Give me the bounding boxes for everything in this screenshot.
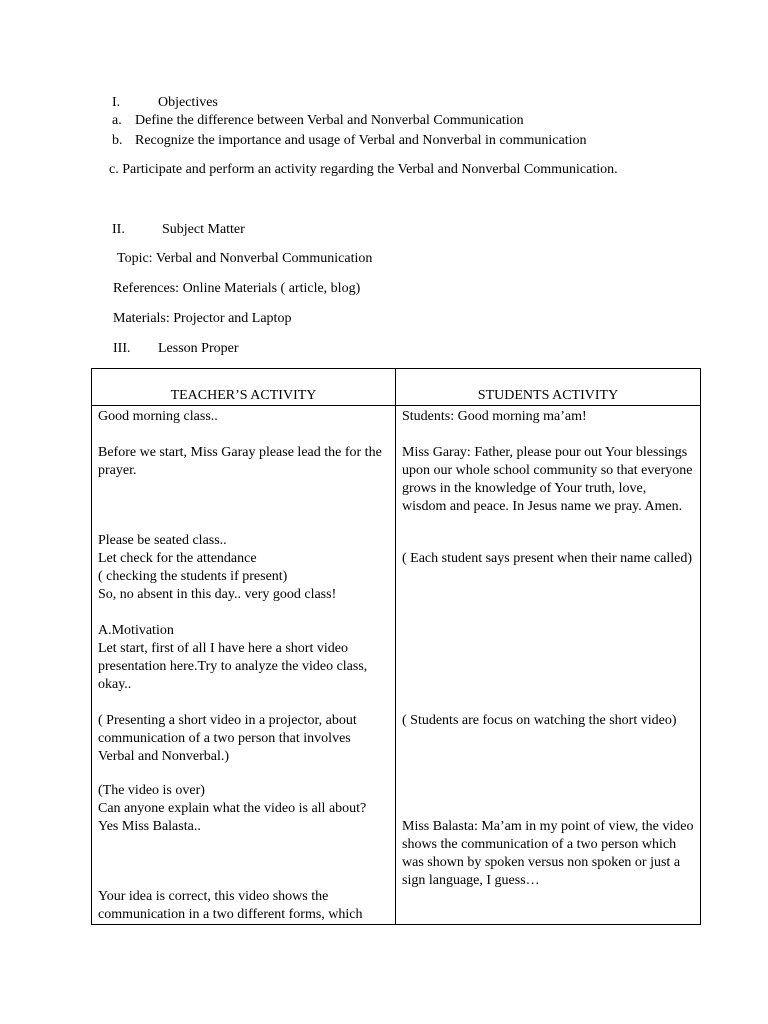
teacher-line: Let check for the attendance <box>98 551 257 566</box>
objective-item-c: c. Participate and perform an activity regarding the Verbal and Nonverbal Communication. <box>109 162 618 177</box>
teacher-activity-header: TEACHER’S ACTIVITY <box>92 369 396 406</box>
students-activity-header: STUDENTS ACTIVITY <box>396 369 701 406</box>
teacher-line: Can anyone explain what the video is all about? <box>98 801 367 816</box>
table-header-row <box>92 369 701 406</box>
teacher-line: So, no absent in this day.. very good class! <box>98 587 337 602</box>
subject-references: References: Online Materials ( article, blog) <box>113 281 361 296</box>
subject-matter-heading: II. Subject Matter <box>112 222 245 237</box>
objectives-numeral: I. <box>112 95 121 110</box>
lesson-table <box>91 368 701 925</box>
student-line: ( Students are focus on watching the short video) <box>402 713 677 728</box>
teacher-line: Yes Miss Balasta.. <box>98 819 201 834</box>
subject-materials: Materials: Projector and Laptop <box>113 311 292 326</box>
students-activity-cell <box>396 406 701 925</box>
teacher-line: A.Motivation <box>98 623 174 638</box>
teacher-line: Let start, first of all I have here a short video presentation here.Try to analyze the video class, okay.. <box>98 641 368 692</box>
teacher-activity-cell <box>92 406 396 925</box>
objective-item-b: b. Recognize the importance and usage of Verbal and Nonverbal in communication <box>112 133 587 148</box>
objective-item-a: a. Define the difference between Verbal and Nonverbal Communication <box>112 113 524 128</box>
student-line: Miss Garay: Father, please pour out Your blessings upon our whole school community so that everyone grows in the knowledge of Your truth, love, wisdom and peace. In Jesus name we pray. Amen. <box>402 445 693 514</box>
objectives-heading <box>112 94 218 112</box>
teacher-line: Good morning class.. <box>98 409 218 424</box>
teacher-line: (The video is over) <box>98 783 205 798</box>
teacher-line: Before we start, Miss Garay please lead the for the prayer. <box>98 445 382 478</box>
student-line: Miss Balasta: Ma’am in my point of view, the video shows the communication of a two person which was shown by spoken versus non spoken or just a sign language, I guess… <box>402 819 694 888</box>
lesson-proper-heading: III. Lesson Proper <box>113 341 239 356</box>
teacher-line: ( Presenting a short video in a projector, about communication of a two person that involves Verbal and Nonverbal.) <box>98 713 357 764</box>
subject-topic: Topic: Verbal and Nonverbal Communication <box>117 251 373 266</box>
student-line: ( Each student says present when their name called) <box>402 551 693 566</box>
teacher-line: ( checking the students if present) <box>98 569 288 584</box>
teacher-line: Please be seated class.. <box>98 533 227 548</box>
objectives-title: Objectives <box>158 95 218 110</box>
student-line: Students: Good morning ma’am! <box>402 409 587 424</box>
table-row <box>92 406 701 925</box>
teacher-line: Your idea is correct, this video shows the communication in a two different forms, which <box>98 889 363 922</box>
